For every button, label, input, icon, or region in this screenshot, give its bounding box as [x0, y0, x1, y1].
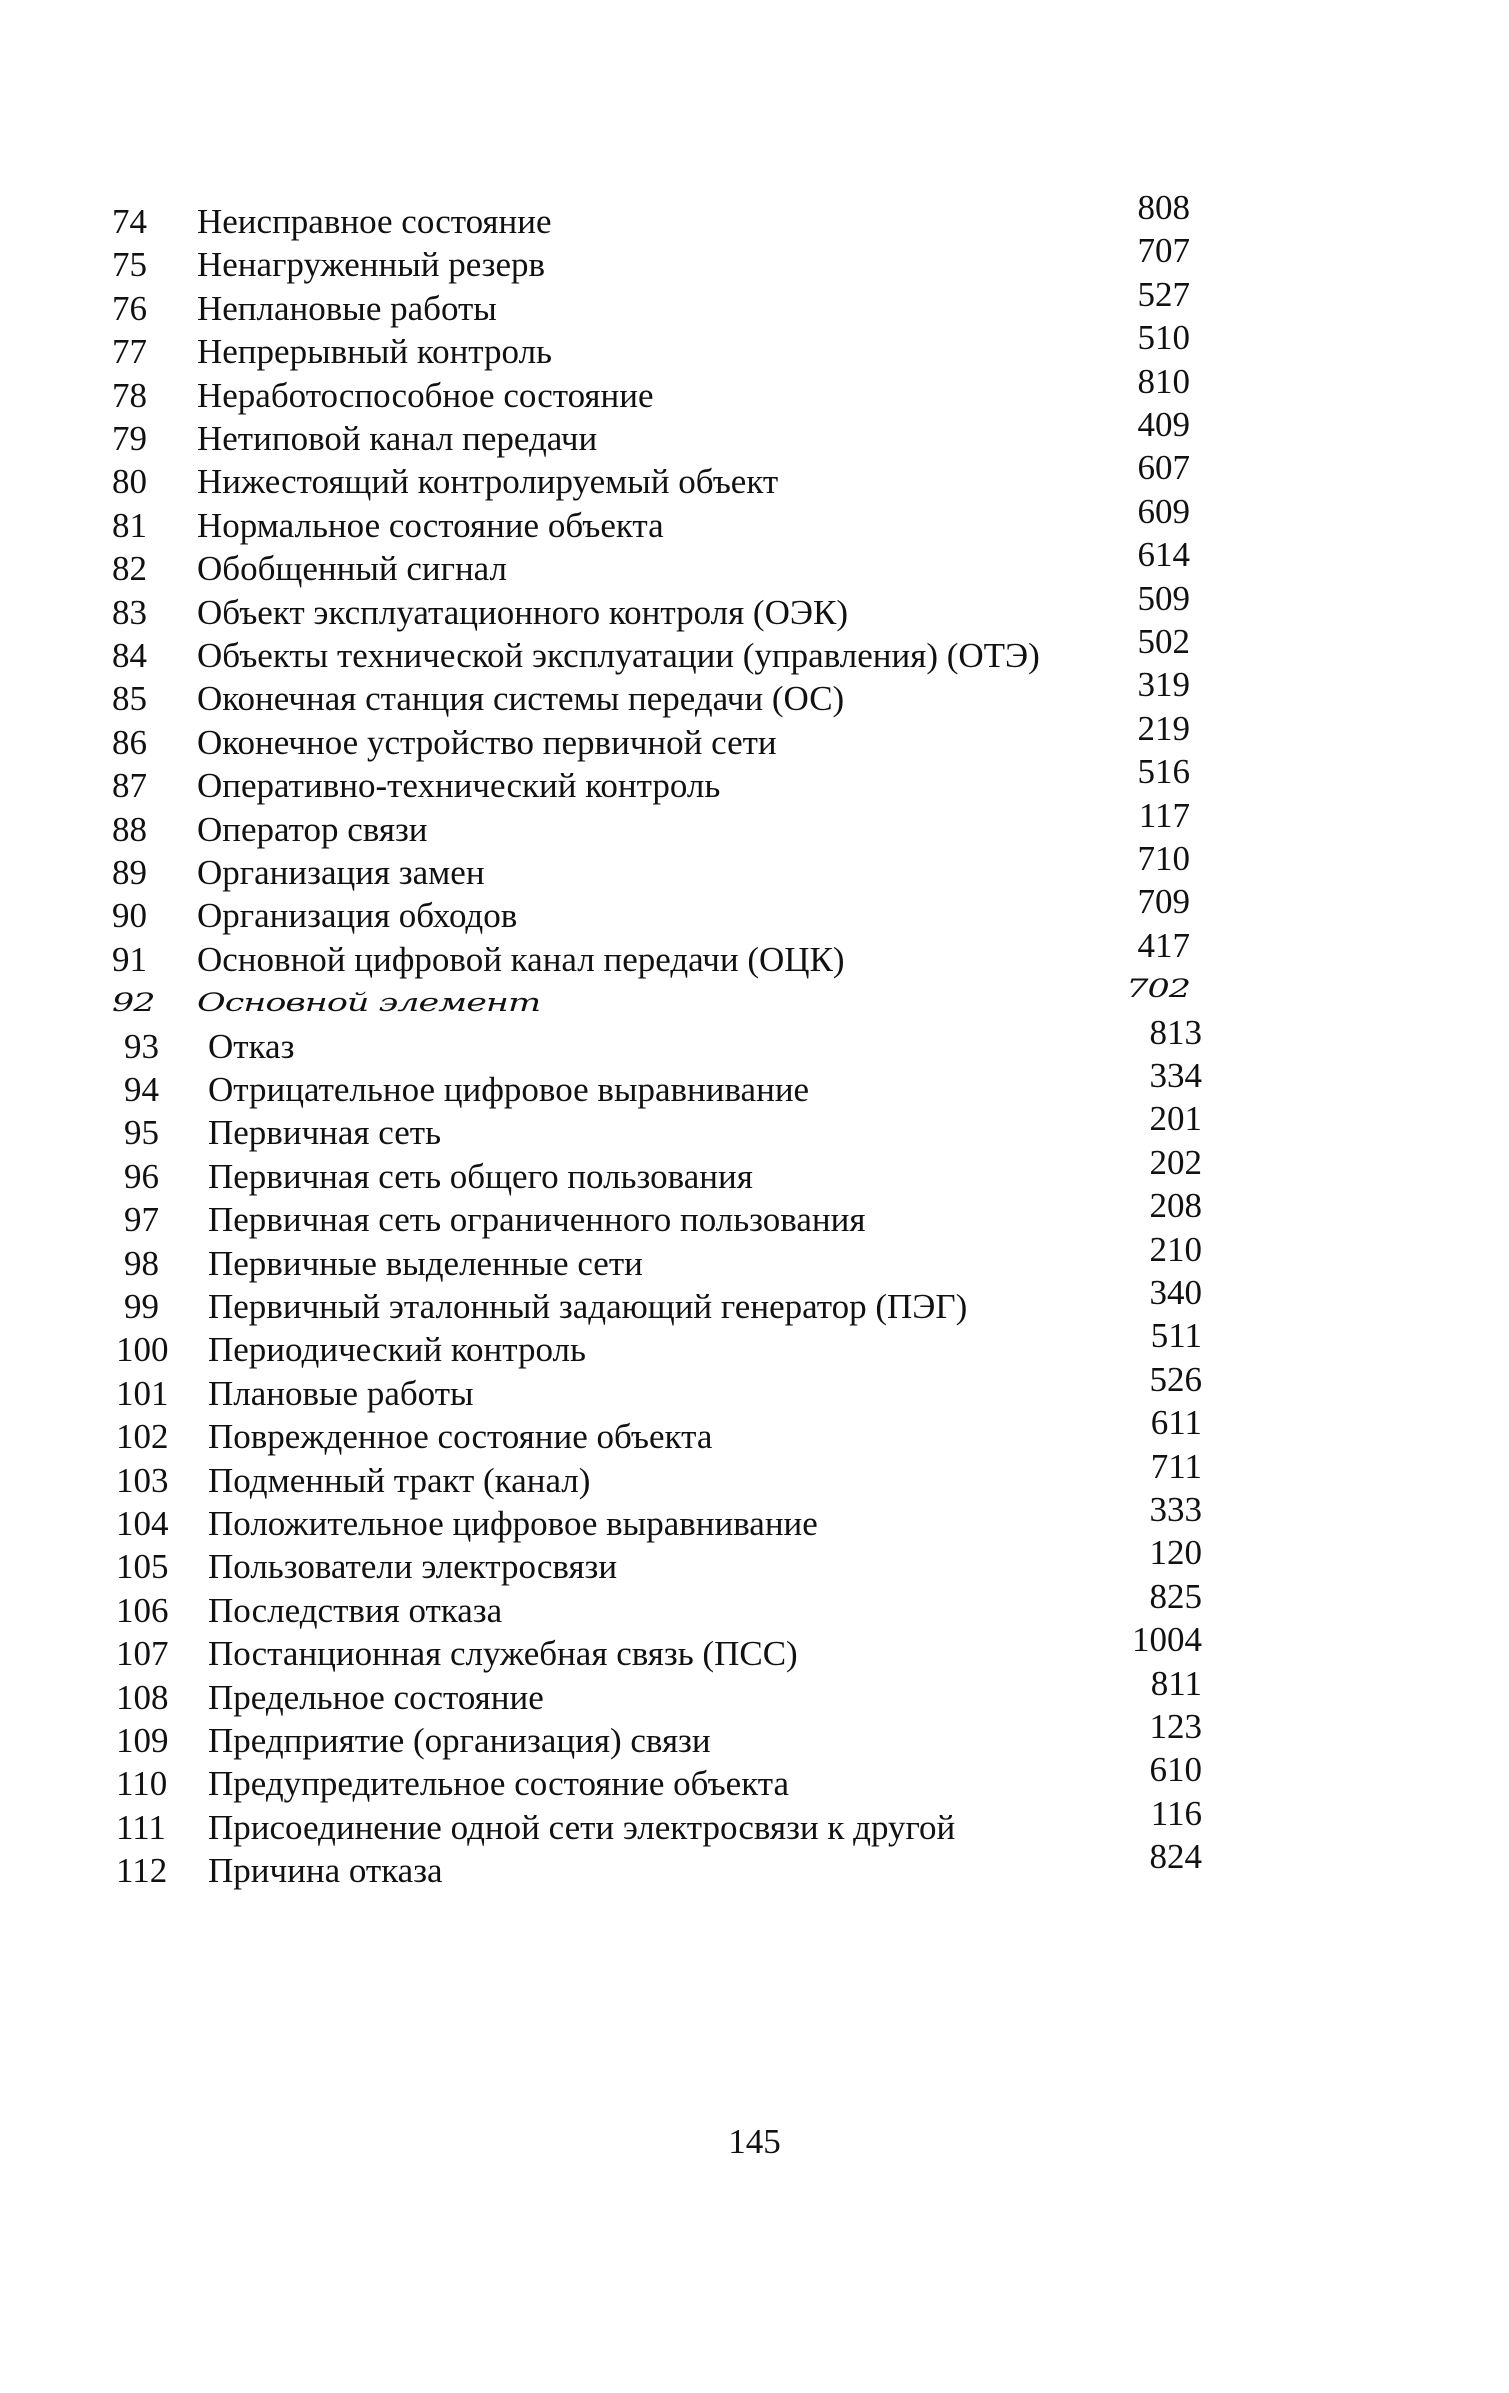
entry-reference-number: 208: [1149, 1186, 1202, 1226]
entry-number: 98: [124, 1243, 159, 1283]
entry-reference-number: 707: [1137, 231, 1190, 271]
entry-term: Первичная сеть общего пользования: [208, 1156, 753, 1196]
entry-term: Оконечное устройство первичной сети: [197, 722, 777, 762]
entry-reference-number: 210: [1149, 1229, 1202, 1269]
entry-reference-number: 614: [1137, 535, 1190, 575]
entry-term: Обобщенный сигнал: [197, 549, 507, 589]
entry-reference-number: 710: [1137, 839, 1190, 878]
index-entry: [0, 1273, 1509, 1329]
entry-number: 76: [112, 288, 147, 328]
entry-term: Неисправное состояние: [197, 202, 552, 241]
entry-number: 82: [112, 549, 147, 589]
entry-term: Неплановые работы: [197, 288, 497, 328]
entry-term: Основной элемент: [197, 988, 541, 1018]
entry-term: Первичная сеть ограниченного пользования: [208, 1200, 866, 1240]
entry-reference-number: 1004: [1132, 1620, 1202, 1660]
entry-reference-number: 825: [1149, 1576, 1202, 1616]
index-entry: [0, 1750, 1509, 1806]
entry-term: Оконечная станция системы передачи (ОС): [197, 679, 845, 719]
entry-term: Первичный эталонный задающий генератор (ПЭГ): [208, 1287, 968, 1326]
entry-term: Оператор связи: [197, 809, 428, 849]
entry-reference-number: 509: [1137, 578, 1190, 618]
entry-term: Предельное состояние: [208, 1677, 544, 1717]
entry-reference-number: 610: [1149, 1750, 1202, 1790]
entry-term: Пользователи электросвязи: [208, 1547, 618, 1587]
entry-term: Нижестоящий контролируемый объект: [197, 462, 779, 502]
entry-reference-number: 813: [1149, 1012, 1202, 1052]
entry-number: 112: [116, 1851, 168, 1891]
index-entry: [0, 839, 1509, 895]
entry-number: 79: [112, 419, 147, 458]
entry-number: 104: [116, 1504, 169, 1543]
entry-term: Основной цифровой канал передачи (ОЦК): [197, 939, 845, 979]
page-number: 145: [728, 2122, 781, 2161]
entry-reference-number: 702: [1126, 974, 1190, 1004]
index-entry: [0, 1099, 1509, 1155]
entry-number: 102: [116, 1417, 169, 1457]
index-entry: [0, 925, 1509, 982]
entry-number: 89: [112, 853, 147, 892]
entry-reference-number: 120: [1149, 1533, 1202, 1573]
entry-reference-number: 824: [1149, 1837, 1202, 1877]
entry-number: 109: [116, 1721, 169, 1760]
index-entry: [0, 1403, 1509, 1459]
index-entry: [0, 1837, 1509, 1893]
entry-term: Ненагруженный резерв: [197, 245, 546, 285]
index-entry: [0, 1576, 1509, 1633]
entry-reference-number: 526: [1149, 1359, 1202, 1399]
entry-term: Периодический контроль: [208, 1330, 586, 1370]
entry-reference-number: 609: [1137, 491, 1190, 531]
entry-term: Отрицательное цифровое выравнивание: [208, 1070, 810, 1109]
entry-reference-number: 516: [1137, 752, 1190, 792]
entry-reference-number: 319: [1137, 665, 1190, 705]
entry-term: Объект эксплуатационного контроля (ОЭК): [197, 592, 848, 632]
index-entry: [0, 535, 1509, 591]
index-entry: [0, 1707, 1509, 1763]
index-entry: [0, 1620, 1509, 1676]
entry-reference-number: 340: [1149, 1273, 1202, 1312]
index-entry: [0, 708, 1509, 765]
entry-term: Отказ: [208, 1026, 295, 1066]
entry-number: 88: [112, 809, 147, 849]
entry-term: Положительное цифровое выравнивание: [208, 1504, 818, 1543]
entry-number: 99: [124, 1287, 159, 1326]
index-entry: [0, 1316, 1509, 1372]
entry-number: 83: [112, 592, 147, 632]
index-entry: [0, 274, 1509, 331]
entry-reference-number: 711: [1150, 1446, 1202, 1486]
entry-number: 91: [112, 939, 147, 979]
index-entry: [0, 405, 1509, 461]
entry-reference-number: 611: [1150, 1403, 1202, 1443]
entry-term: Нормальное состояние объекта: [197, 505, 664, 545]
entry-number: 77: [112, 332, 147, 372]
index-entry: [0, 622, 1509, 678]
index-entry: [0, 1490, 1509, 1546]
entry-reference-number: 117: [1138, 795, 1190, 835]
entry-term: Предприятие (организация) связи: [208, 1721, 711, 1760]
entry-number: 74: [112, 202, 147, 241]
entry-reference-number: 810: [1137, 361, 1190, 401]
entry-number: 78: [112, 375, 147, 415]
entry-reference-number: 202: [1149, 1142, 1202, 1182]
entry-number: 108: [116, 1677, 169, 1717]
entry-number: 96: [124, 1156, 159, 1196]
entry-reference-number: 201: [1149, 1099, 1202, 1139]
entry-term: Непрерывный контроль: [197, 332, 552, 372]
entry-number: 103: [116, 1460, 169, 1500]
index-entry: [0, 795, 1509, 852]
entry-number: 90: [112, 896, 147, 936]
index-entry: [0, 1142, 1509, 1199]
entry-term: Постанционная служебная связь (ПСС): [208, 1634, 798, 1674]
index-entry: [0, 1229, 1509, 1286]
entry-number: 106: [116, 1590, 169, 1630]
entry-number: 97: [124, 1200, 159, 1240]
entry-number: 107: [116, 1634, 169, 1674]
entry-reference-number: 417: [1137, 925, 1190, 965]
entry-number: 86: [112, 722, 147, 762]
index-entry: [0, 1359, 1509, 1416]
index-entry: [0, 1056, 1509, 1112]
entry-term: Плановые работы: [208, 1373, 474, 1413]
entry-number: 105: [116, 1547, 169, 1587]
entry-term: Организация замен: [197, 853, 485, 892]
index-entry: [0, 1446, 1509, 1503]
entry-reference-number: 808: [1137, 188, 1190, 227]
entry-term: Поврежденное состояние объекта: [208, 1417, 713, 1457]
index-entry: [0, 448, 1509, 504]
index-entry: [0, 752, 1509, 808]
entry-reference-number: 219: [1137, 708, 1190, 748]
index-entry: [0, 665, 1509, 721]
entry-term: Организация обходов: [197, 896, 518, 936]
index-entry: [0, 1793, 1509, 1850]
entry-reference-number: 123: [1149, 1707, 1202, 1746]
entry-number: 87: [112, 766, 147, 806]
entry-term: Неработоспособное состояние: [197, 375, 654, 415]
index-entry: [0, 318, 1509, 374]
index-entry: [0, 188, 1509, 244]
entry-term: Объекты технической эксплуатации (управления) (ОТЭ): [197, 636, 1040, 675]
entry-term: Подменный тракт (канал): [208, 1460, 591, 1500]
entry-reference-number: 334: [1149, 1056, 1202, 1095]
index-entry: [0, 1012, 1509, 1069]
entry-term: Первичные выделенные сети: [208, 1243, 643, 1283]
entry-number: 92: [112, 988, 155, 1018]
entry-reference-number: 409: [1137, 405, 1190, 444]
entry-number: 93: [124, 1026, 159, 1066]
entry-number: 110: [116, 1764, 168, 1804]
index-entry: [0, 1533, 1509, 1589]
entry-reference-number: 607: [1137, 448, 1190, 488]
index-entry: [0, 1663, 1509, 1720]
index-entry: [0, 578, 1509, 635]
entry-term: Причина отказа: [208, 1851, 443, 1891]
entry-number: 75: [112, 245, 147, 285]
entry-number: 80: [112, 462, 147, 502]
entry-reference-number: 333: [1149, 1490, 1202, 1529]
entry-number: 85: [112, 679, 147, 719]
entry-reference-number: 811: [1150, 1663, 1202, 1703]
index-entry: [0, 231, 1509, 287]
entry-number: 100: [116, 1330, 169, 1370]
index-entry: [0, 974, 1509, 1025]
entry-reference-number: 527: [1137, 274, 1190, 314]
index-entry: [0, 1186, 1509, 1242]
entry-term: Предупредительное состояние объекта: [208, 1764, 790, 1804]
index-entry: [0, 361, 1509, 418]
entry-term: Первичная сеть: [208, 1113, 442, 1153]
entry-reference-number: 511: [1150, 1316, 1202, 1356]
entry-number: 101: [116, 1373, 169, 1413]
entry-term: Оперативно-технический контроль: [197, 766, 721, 806]
entry-reference-number: 709: [1137, 882, 1190, 922]
entry-reference-number: 502: [1137, 622, 1190, 661]
entry-term: Присоединение одной сети электросвязи к другой: [208, 1807, 956, 1847]
entry-number: 84: [112, 636, 147, 675]
entry-reference-number: 510: [1137, 318, 1190, 358]
entry-term: Последствия отказа: [208, 1590, 503, 1630]
entry-number: 95: [124, 1113, 159, 1153]
index-entry: [0, 491, 1509, 548]
index-entry: [0, 882, 1509, 938]
entry-reference-number: 116: [1150, 1793, 1202, 1833]
entry-term: Нетиповой канал передачи: [197, 419, 598, 458]
entry-number: 111: [116, 1807, 166, 1847]
entry-number: 81: [112, 505, 147, 545]
entry-number: 94: [124, 1070, 159, 1109]
